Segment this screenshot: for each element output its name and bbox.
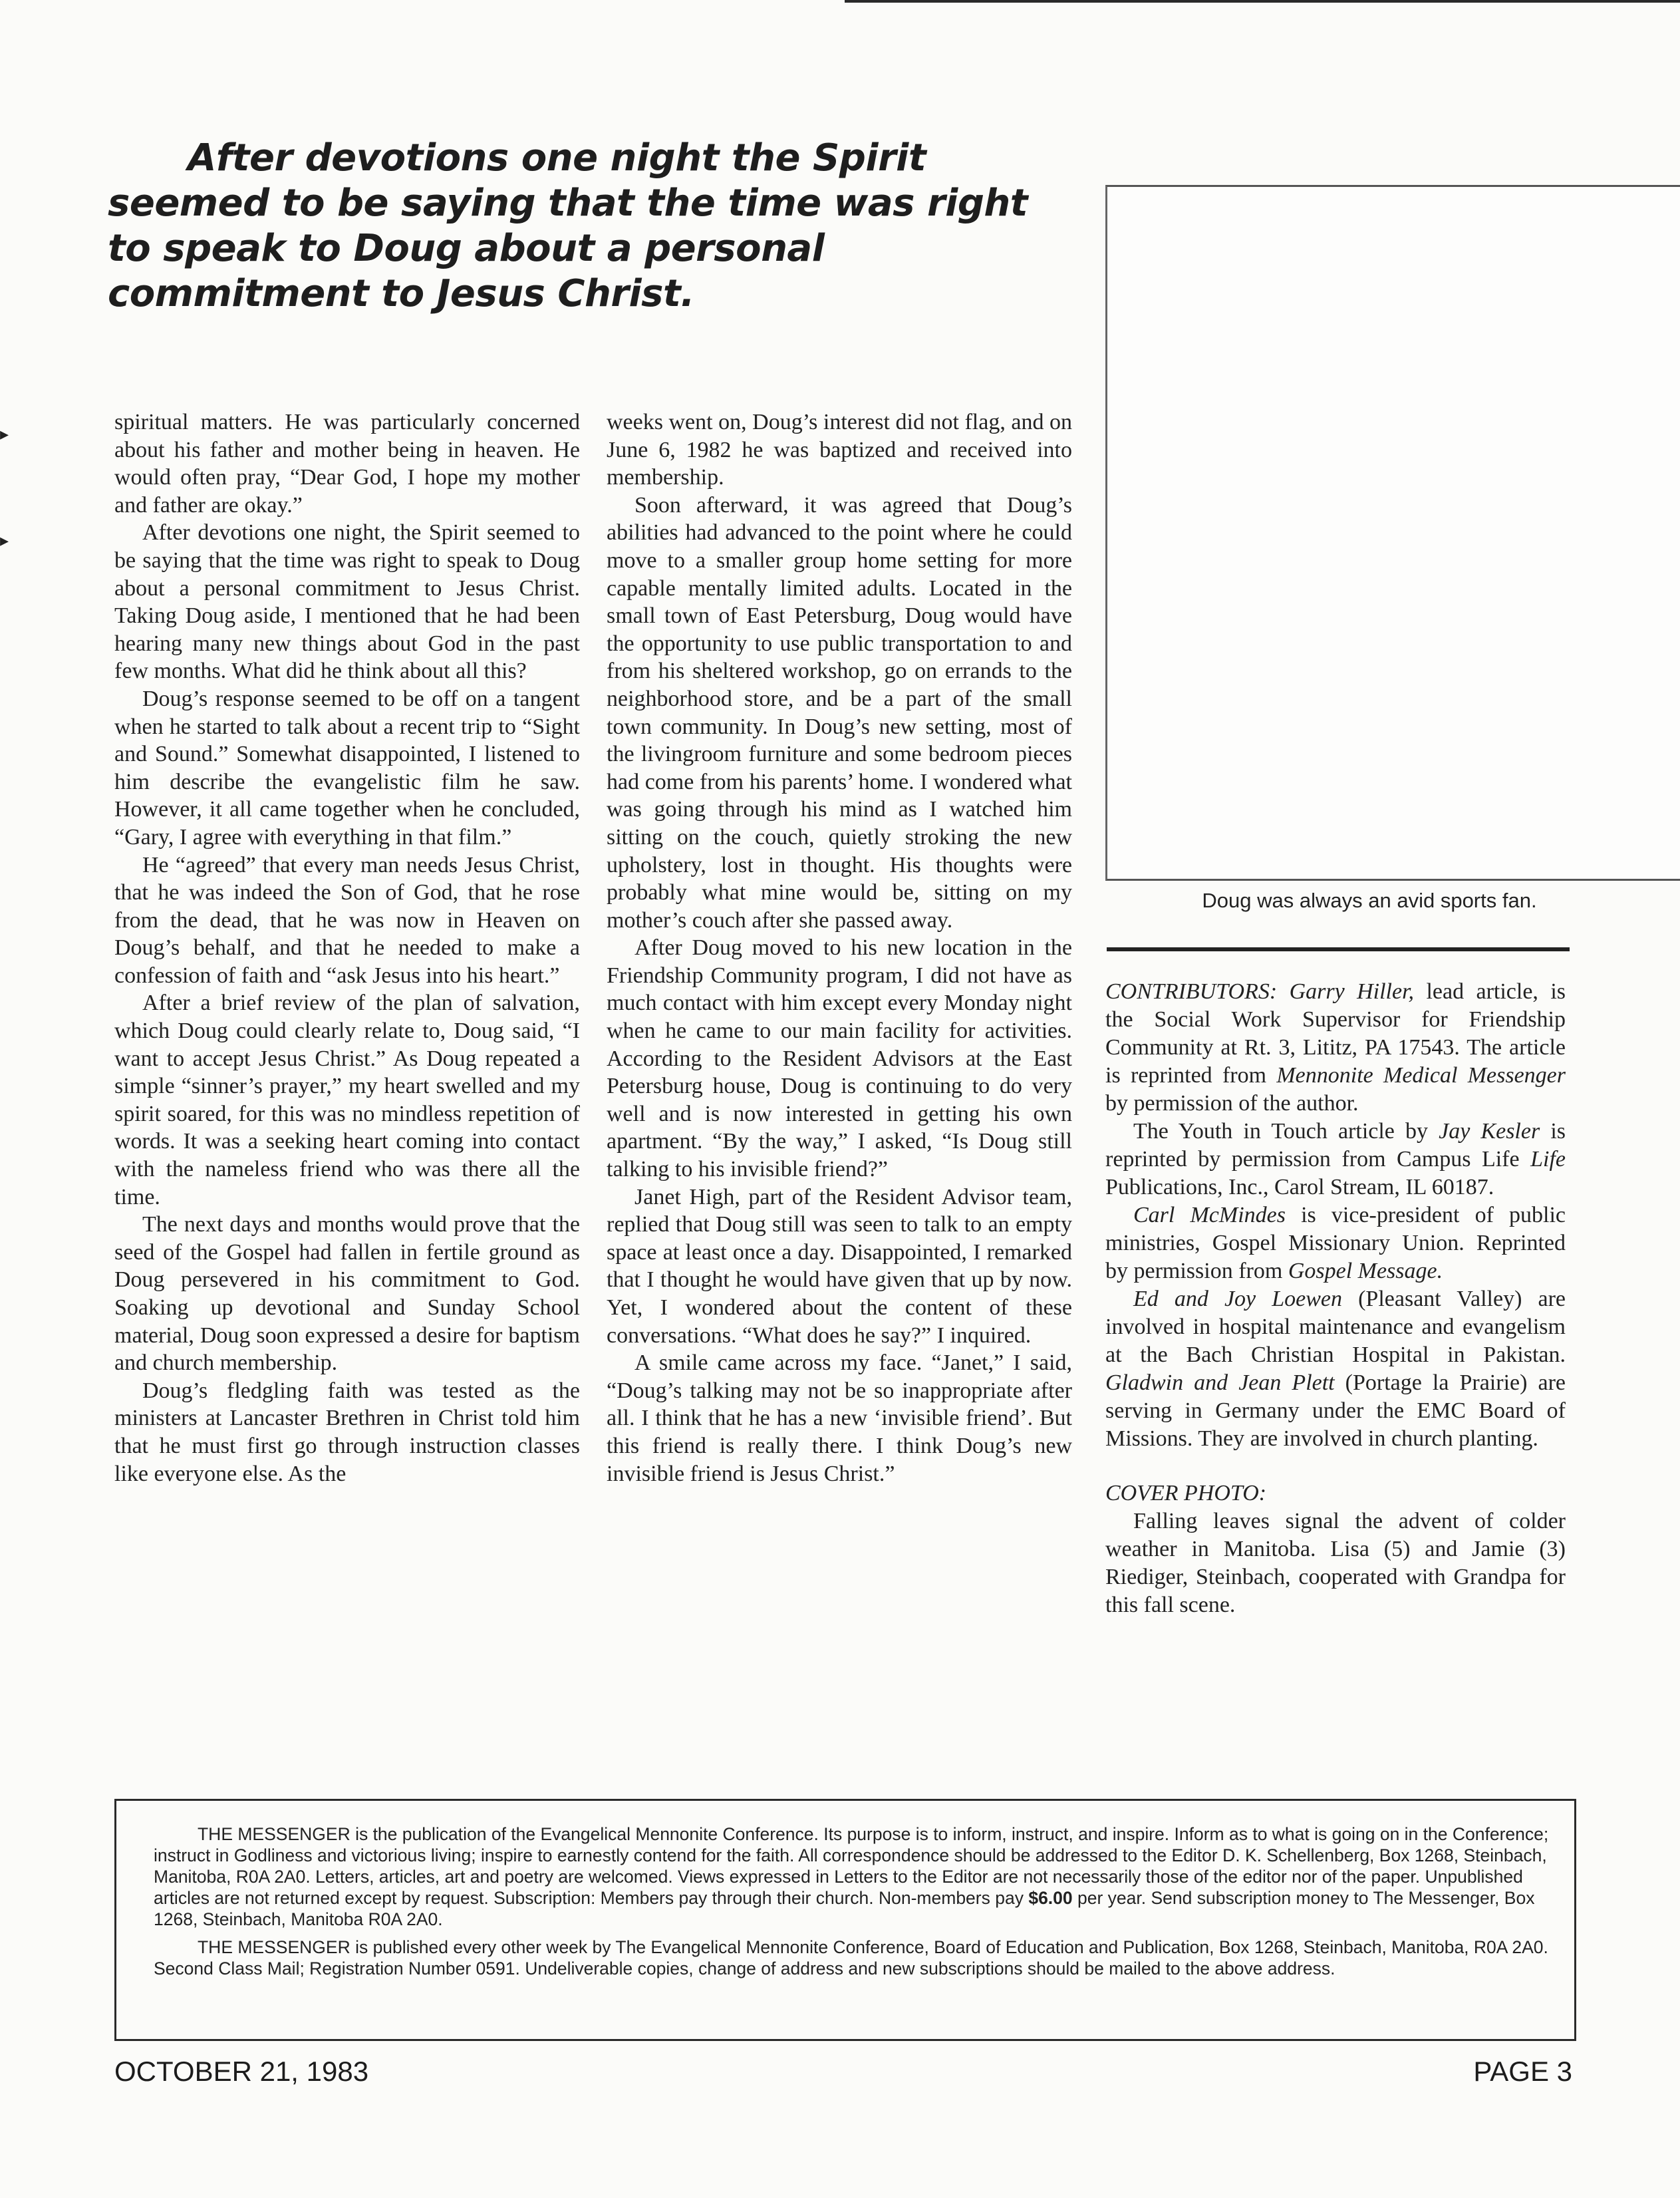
source-title: Life — [1530, 1147, 1566, 1172]
contributors-paragraph — [1105, 1285, 1566, 1453]
contributor-text: (Portage la Prairie) are serving in Germany under the EMC Board of Missions. They are involved in church planting. — [1105, 1370, 1566, 1451]
page-number: PAGE 3 — [1473, 2056, 1572, 2087]
cover-photo-heading: COVER PHOTO: — [1105, 1481, 1267, 1505]
contributors-section — [1105, 978, 1566, 1619]
contributor-name: Garry Hiller, — [1289, 979, 1415, 1004]
contributors-heading: CONTRIBUTORS: — [1105, 979, 1278, 1004]
contributor-text: The Youth in Touch article by — [1133, 1119, 1439, 1144]
paragraph: After devotions one night, the Spirit seemed to be saying that the time was right to speak to Doug about a personal commitment to Jesus Christ. Taking Doug aside, I mentioned that he had been hearing many new things about God in the past few months. What did he think about all this? — [114, 520, 580, 684]
source-title: Mennonite Medical Messenger — [1276, 1063, 1566, 1088]
contributors-paragraph — [1105, 1118, 1566, 1201]
contributor-name: Jay Kesler — [1439, 1119, 1540, 1144]
contributor-name: Carl McMindes — [1133, 1203, 1286, 1227]
paragraph: The next days and months would prove that the seed of the Gospel had fallen in fertile ground as Doug persevered in his commitment to God. Soaking up devotional and Sunday School material, Doug soon expressed a desire for baptism and church membership. — [114, 1212, 580, 1376]
masthead-text: per year. Send subscription money to The Messenger, Box 1268, Steinbach, Manitoba R0A 2A0. — [154, 1888, 1535, 1929]
masthead-text: THE MESSENGER is the publication of the Evangelical Mennonite Conference. Its purpose is to inform, instruct, and inspire. Inform as to what is going on in the Conference; instruct in Godliness and victorious living; inspire to earnestly contend for the faith. All correspondence should be addressed to the Editor D. K. Schellenberg, Box 1268, Steinbach, Manitoba, R0A 2A0. Letters, articles, art and poetry are welcomed. Views expressed in Letters to the Editor are not necessarily those of the editor nor of the paper. Unpublished articles are not returned except by request. Subscription: Members pay through their church. Non-members pay — [154, 1824, 1549, 1908]
masthead-paragraph — [154, 1823, 1557, 1930]
pull-quote: After devotions one night the Spirit seemed to be saying that the time was right to speak to Doug about a personal commitment to Jesus Christ. — [108, 136, 1028, 315]
binding-mark-icon: ▸ — [0, 531, 9, 551]
paragraph: Doug’s fledgling faith was tested as the ministers at Lancaster Brethren in Christ told him that he must first go through instruction classes like everyone else. As the — [114, 1378, 580, 1486]
contributor-text: is reprinted by permission from Campus Life — [1105, 1119, 1566, 1172]
paragraph: After Doug moved to his new location in the Friendship Community program, I did not have as much contact with him except every Monday night when he came to our main facility for activities. According to the Resident Advisors at the East Petersburg house, Doug is continuing to do very well and is now interested in getting his own apartment. “By the way,” I asked, “Is Doug still talking to his invisible friend?” — [607, 935, 1072, 1182]
source-title: Gospel Message. — [1288, 1259, 1443, 1283]
contributor-text: lead article, is the Social Work Supervisor for Friendship Community at Rt. 3, Lititz, PA 17543. The article is reprinted from — [1105, 979, 1566, 1088]
article-column-1 — [114, 408, 580, 1488]
paragraph: A smile came across my face. “Janet,” I said, “Doug’s talking may not be so inappropriate after all. I think that he has a new ‘invisible friend’. But this friend is really there. I think Doug’s new invisible friend is Jesus Christ.” — [607, 1350, 1072, 1486]
masthead-paragraph: THE MESSENGER is published every other week by The Evangelical Mennonite Conference, Board of Education and Publication, Box 1268, Steinbach, Manitoba, R0A 2A0. Second Class Mail; Registration Number 0591. Undeliverable copies, change of address and new subscriptions should be mailed to the above address. — [154, 1937, 1548, 1978]
paragraph: Doug’s response seemed to be off on a tangent when he started to talk about a recent trip to “Sight and Sound.” Somewhat disappointed, I listened to him describe the evangelistic film he saw. However, it all came together when he concluded, “Gary, I agree with everything in that film.” — [114, 686, 580, 850]
contributors-paragraph — [1105, 978, 1566, 1118]
subscription-price: $6.00 — [1028, 1888, 1073, 1908]
binding-mark-icon: ▸ — [0, 424, 9, 444]
paragraph: After a brief review of the plan of salvation, which Doug could clearly relate to, Doug said, “I want to accept Jesus Christ.” As Doug repeated a simple “sinner’s prayer,” my heart swelled and my spirit soared, for this was no mindless repetition of words. It was a seeking heart coming into contact with the nameless friend who was there all the time. — [114, 991, 580, 1209]
paragraph: weeks went on, Doug’s interest did not flag, and on June 6, 1982 he was baptized and received into membership. — [607, 410, 1072, 490]
paragraph: spiritual matters. He was particularly concerned about his father and mother being in heaven. He would often pray, “Dear God, I hope my mother and father are okay.” — [114, 410, 580, 518]
issue-date: OCTOBER 21, 1983 — [114, 2056, 369, 2087]
contributor-text: (Pleasant Valley) are involved in hospital maintenance and evangelism at the Bach Christian Hospital in Pakistan. — [1105, 1287, 1566, 1367]
photo-placeholder — [1105, 185, 1680, 881]
paragraph: Soon afterward, it was agreed that Doug’s abilities had advanced to the point where he could move to a smaller group home setting for more capable mentally limited adults. Located in the small town of East Petersburg, Doug would have the opportunity to use public transportation to and from his sheltered workshop, go on errands to the neighborhood store, and be a part of the small town community. In Doug’s new setting, most of the livingroom furniture and some bedroom pieces had come from his parents’ home. I wondered what was going through his mind as I watched him sitting on the couch, quietly stroking the new upholstery, lost in thought. His thoughts were probably what mine would be, sitting on my mother’s couch after she passed away. — [607, 492, 1072, 933]
contributor-name: Gladwin and Jean Plett — [1105, 1370, 1335, 1395]
contributor-text: by permission of the author. — [1105, 1091, 1359, 1116]
contributor-text: Publications, Inc., Carol Stream, IL 60187. — [1105, 1175, 1494, 1199]
top-rule — [845, 0, 1680, 3]
contributor-text: is vice-president of public ministries, Gospel Missionary Union. Reprinted by permission from — [1105, 1203, 1566, 1283]
caption-divider — [1107, 947, 1570, 951]
contributor-name: Ed and Joy Loewen — [1133, 1287, 1343, 1311]
paragraph: Janet High, part of the Resident Advisor team, replied that Doug still was seen to talk to an empty space at least once a day. Disappointed, I remarked that I thought he would have given that up by now. Yet, I wondered about the content of these conversations. “What does he say?” I inquired. — [607, 1184, 1072, 1348]
paragraph: He “agreed” that every man needs Jesus Christ, that he was indeed the Son of God, that he rose from the dead, that he was now in Heaven on Doug’s behalf, and that he needed to make a confession of faith and “ask Jesus into his heart.” — [114, 852, 580, 988]
cover-photo-text: Falling leaves signal the advent of colder weather in Manitoba. Lisa (5) and Jamie (3) Riediger, Steinbach, cooperated with Grandpa for this fall scene. — [1105, 1509, 1566, 1617]
masthead-box — [114, 1799, 1576, 2041]
contributors-paragraph — [1105, 1201, 1566, 1285]
article-column-2 — [607, 408, 1072, 1488]
photo-caption: Doug was always an avid sports fan. — [1202, 889, 1537, 912]
